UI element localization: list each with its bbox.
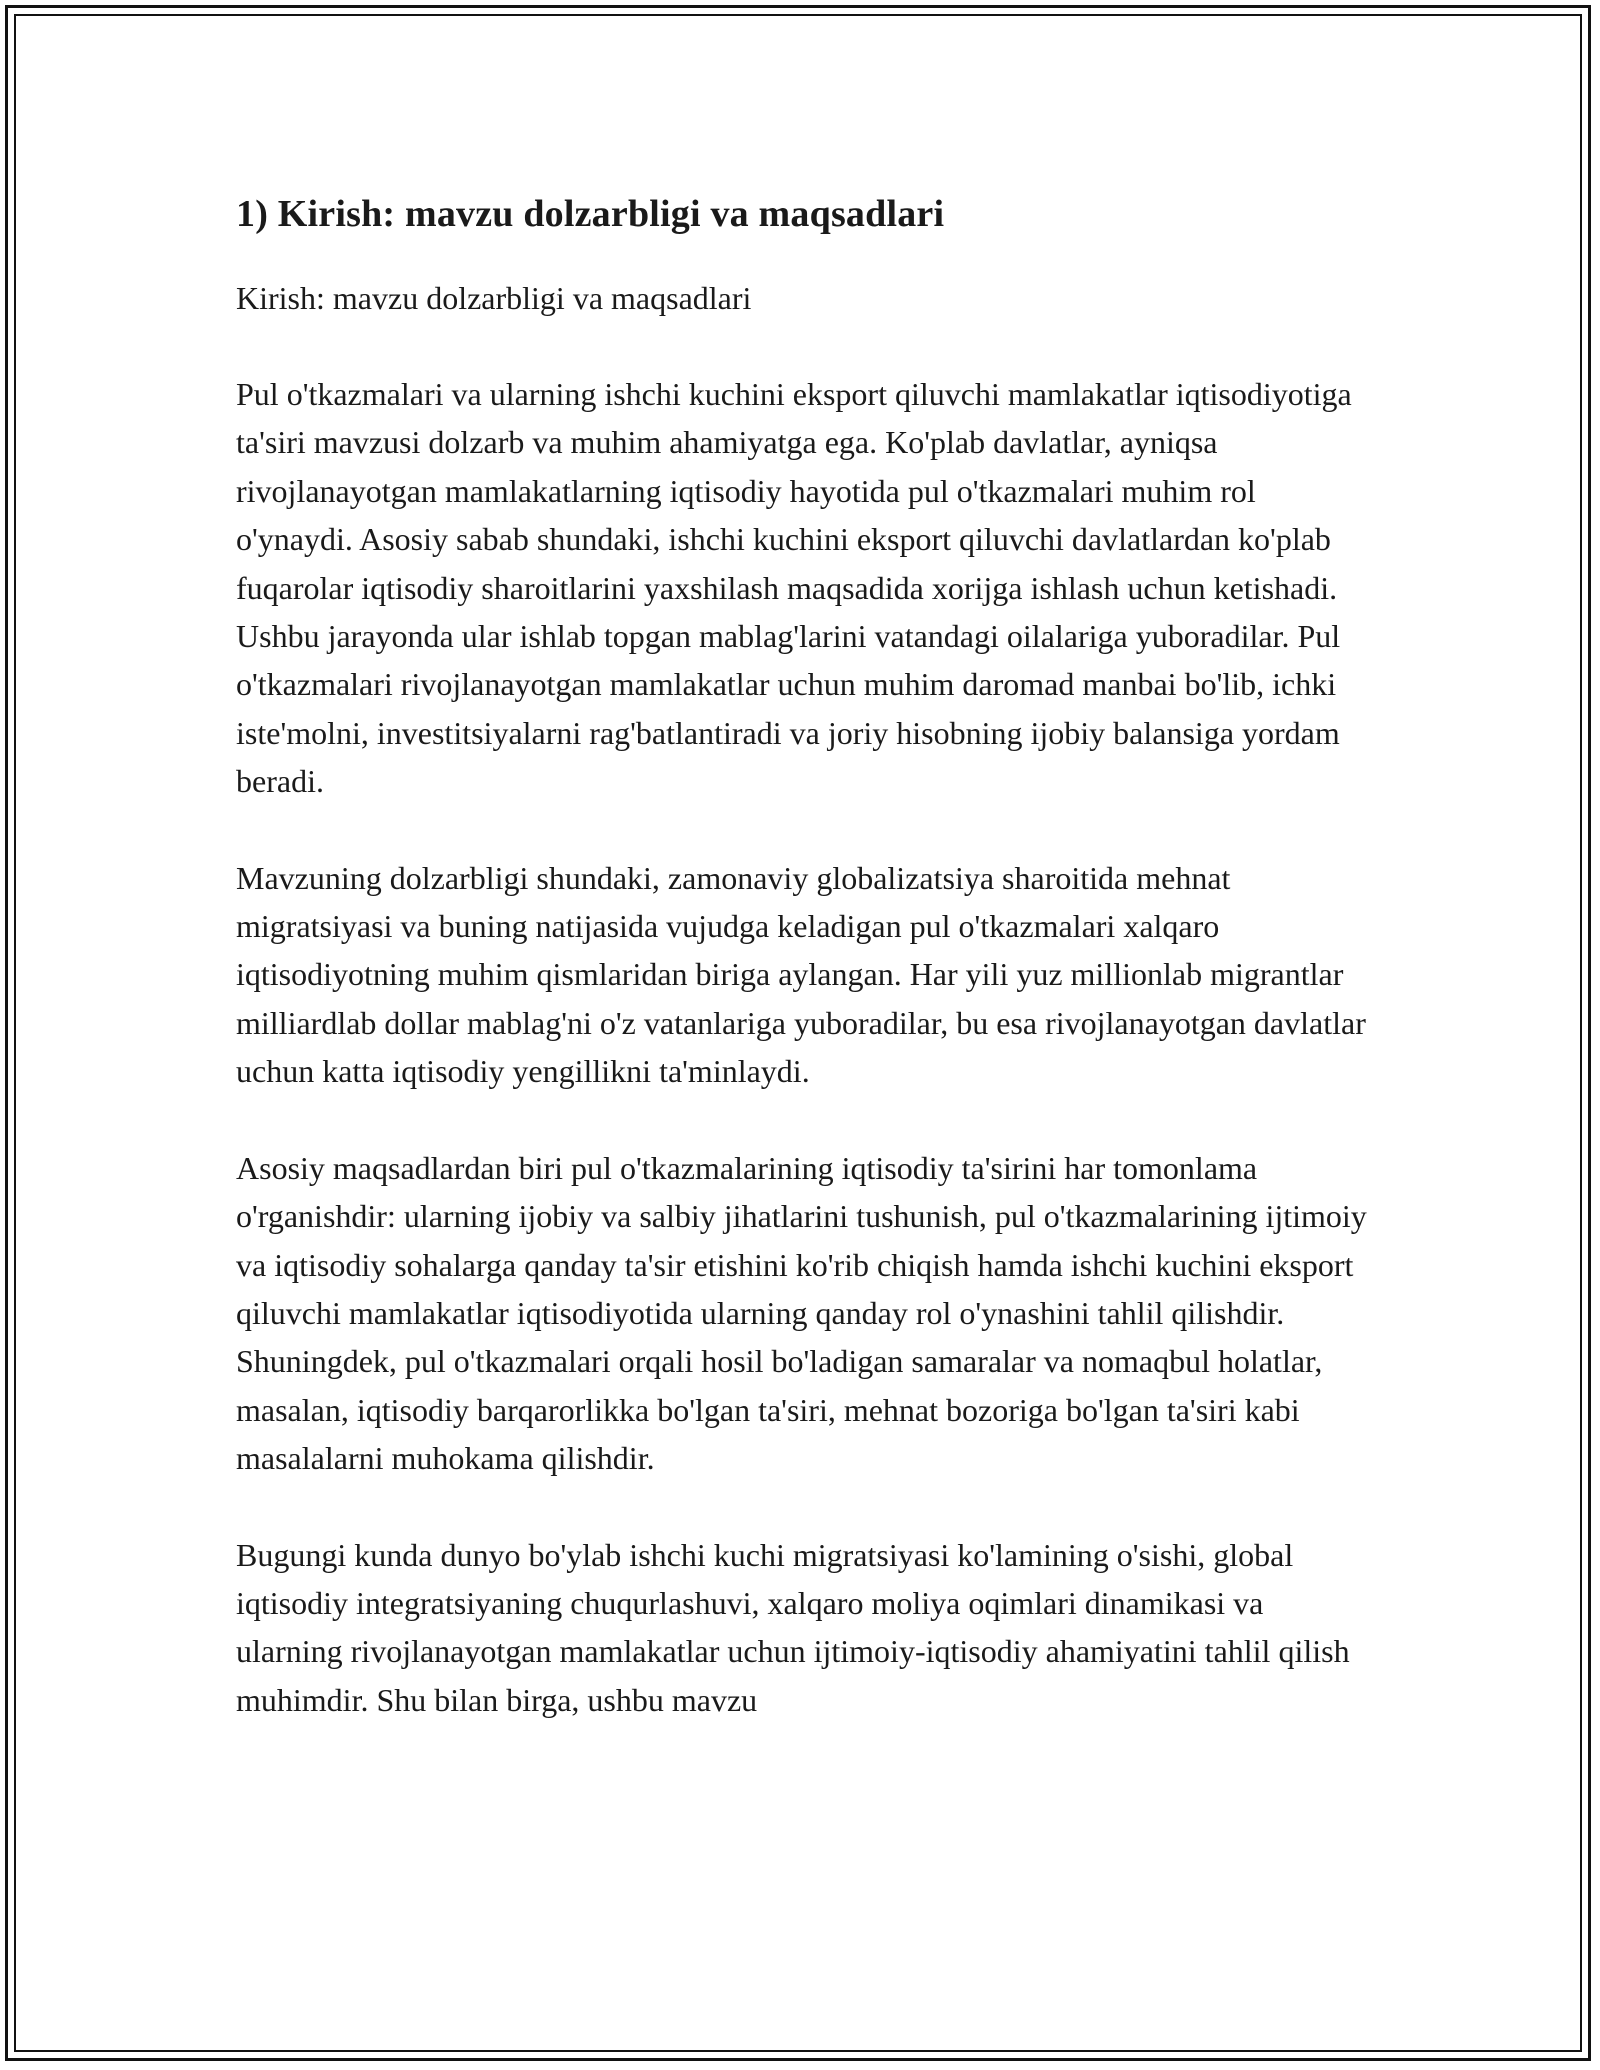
paragraph-3: Asosiy maqsadlardan biri pul o'tkazmalarining iqtisodiy ta'sirini har tomonlama o'rganishdir: ularning ijobiy va salbiy jihatlarini tushunish, pul o'tkazmalarining ijtimoiy va iqtisodiy sohalarga qanday ta'sir etishini ko'rib chiqish hamda ishchi kuchini eksport qiluvchi mamlakatlar iqtisodiyotida ularning qanday rol o'ynashini tahlil qilishdir. Shuningdek, pul o'tkazmalari orqali hosil bo'ladigan samaralar va nomaqbul holatlar, masalan, iqtisodiy barqarorlikka bo'lgan ta'siri, mehnat bozoriga bo'lgan ta'siri kabi masalalarni muhokama qilishdir. <box>236 1149 1367 1477</box>
section-subtitle: Kirish: mavzu dolzarbligi va maqsadlari <box>236 280 752 316</box>
paragraph-4: Bugungi kunda dunyo bo'ylab ishchi kuchi migratsiyasi ko'lamining o'sishi, global iqtisodiy integratsiyaning chuqurlashuvi, xalqaro moliya oqimlari dinamikasi va ularning rivojlanayotgan mamlakatlar uchun ijtimoiy-iqtisodiy ahamiyatini tahlil qilish muhimdir. Shu bilan birga, ushbu mavzu <box>236 1536 1350 1718</box>
paragraph-1: Pul o'tkazmalari va ularning ishchi kuchini eksport qiluvchi mamlakatlar iqtisodiyotiga ta'siri mavzusi dolzarb va muhim ahamiyatga ega. Ko'plab davlatlar, ayniqsa rivojlanayotgan mamlakatlarning iqtisodiy hayotida pul o'tkazmalari muhim rol o'ynaydi. Asosiy sabab shundaki, ishchi kuchini eksport qiluvchi davlatlardan ko'plab fuqarolar iqtisodiy sharoitlarini yaxshilash maqsadida xorijga ishlash uchun ketishadi. Ushbu jarayonda ular ishlab topgan mablag'larini vatandagi oilalariga yuboradilar. Pul o'tkazmalari rivojlanayotgan mamlakatlar uchun muhim daromad manbai bo'lib, ichki iste'molni, investitsiyalarni rag'batlantiradi va joriy hisobning ijobiy balansiga yordam beradi. <box>236 376 1352 800</box>
section-heading: 1) Kirish: mavzu dolzarbligi va maqsadlari <box>236 193 945 235</box>
paragraph-2: Mavzuning dolzarbligi shundaki, zamonaviy globalizatsiya sharoitida mehnat migratsiyasi va buning natijasida vujudga keladigan pul o'tkazmalari xalqaro iqtisodiyotning muhim qismlaridan biriga aylangan. Har yili yuz millionlab migrantlar milliardlab dollar mablag'ni o'z vatanlariga yuboradilar, bu esa rivojlanayotgan davlatlar uchun katta iqtisodiy yengillikni ta'minlaydi. <box>236 859 1366 1090</box>
document-body <box>236 190 1376 1772</box>
